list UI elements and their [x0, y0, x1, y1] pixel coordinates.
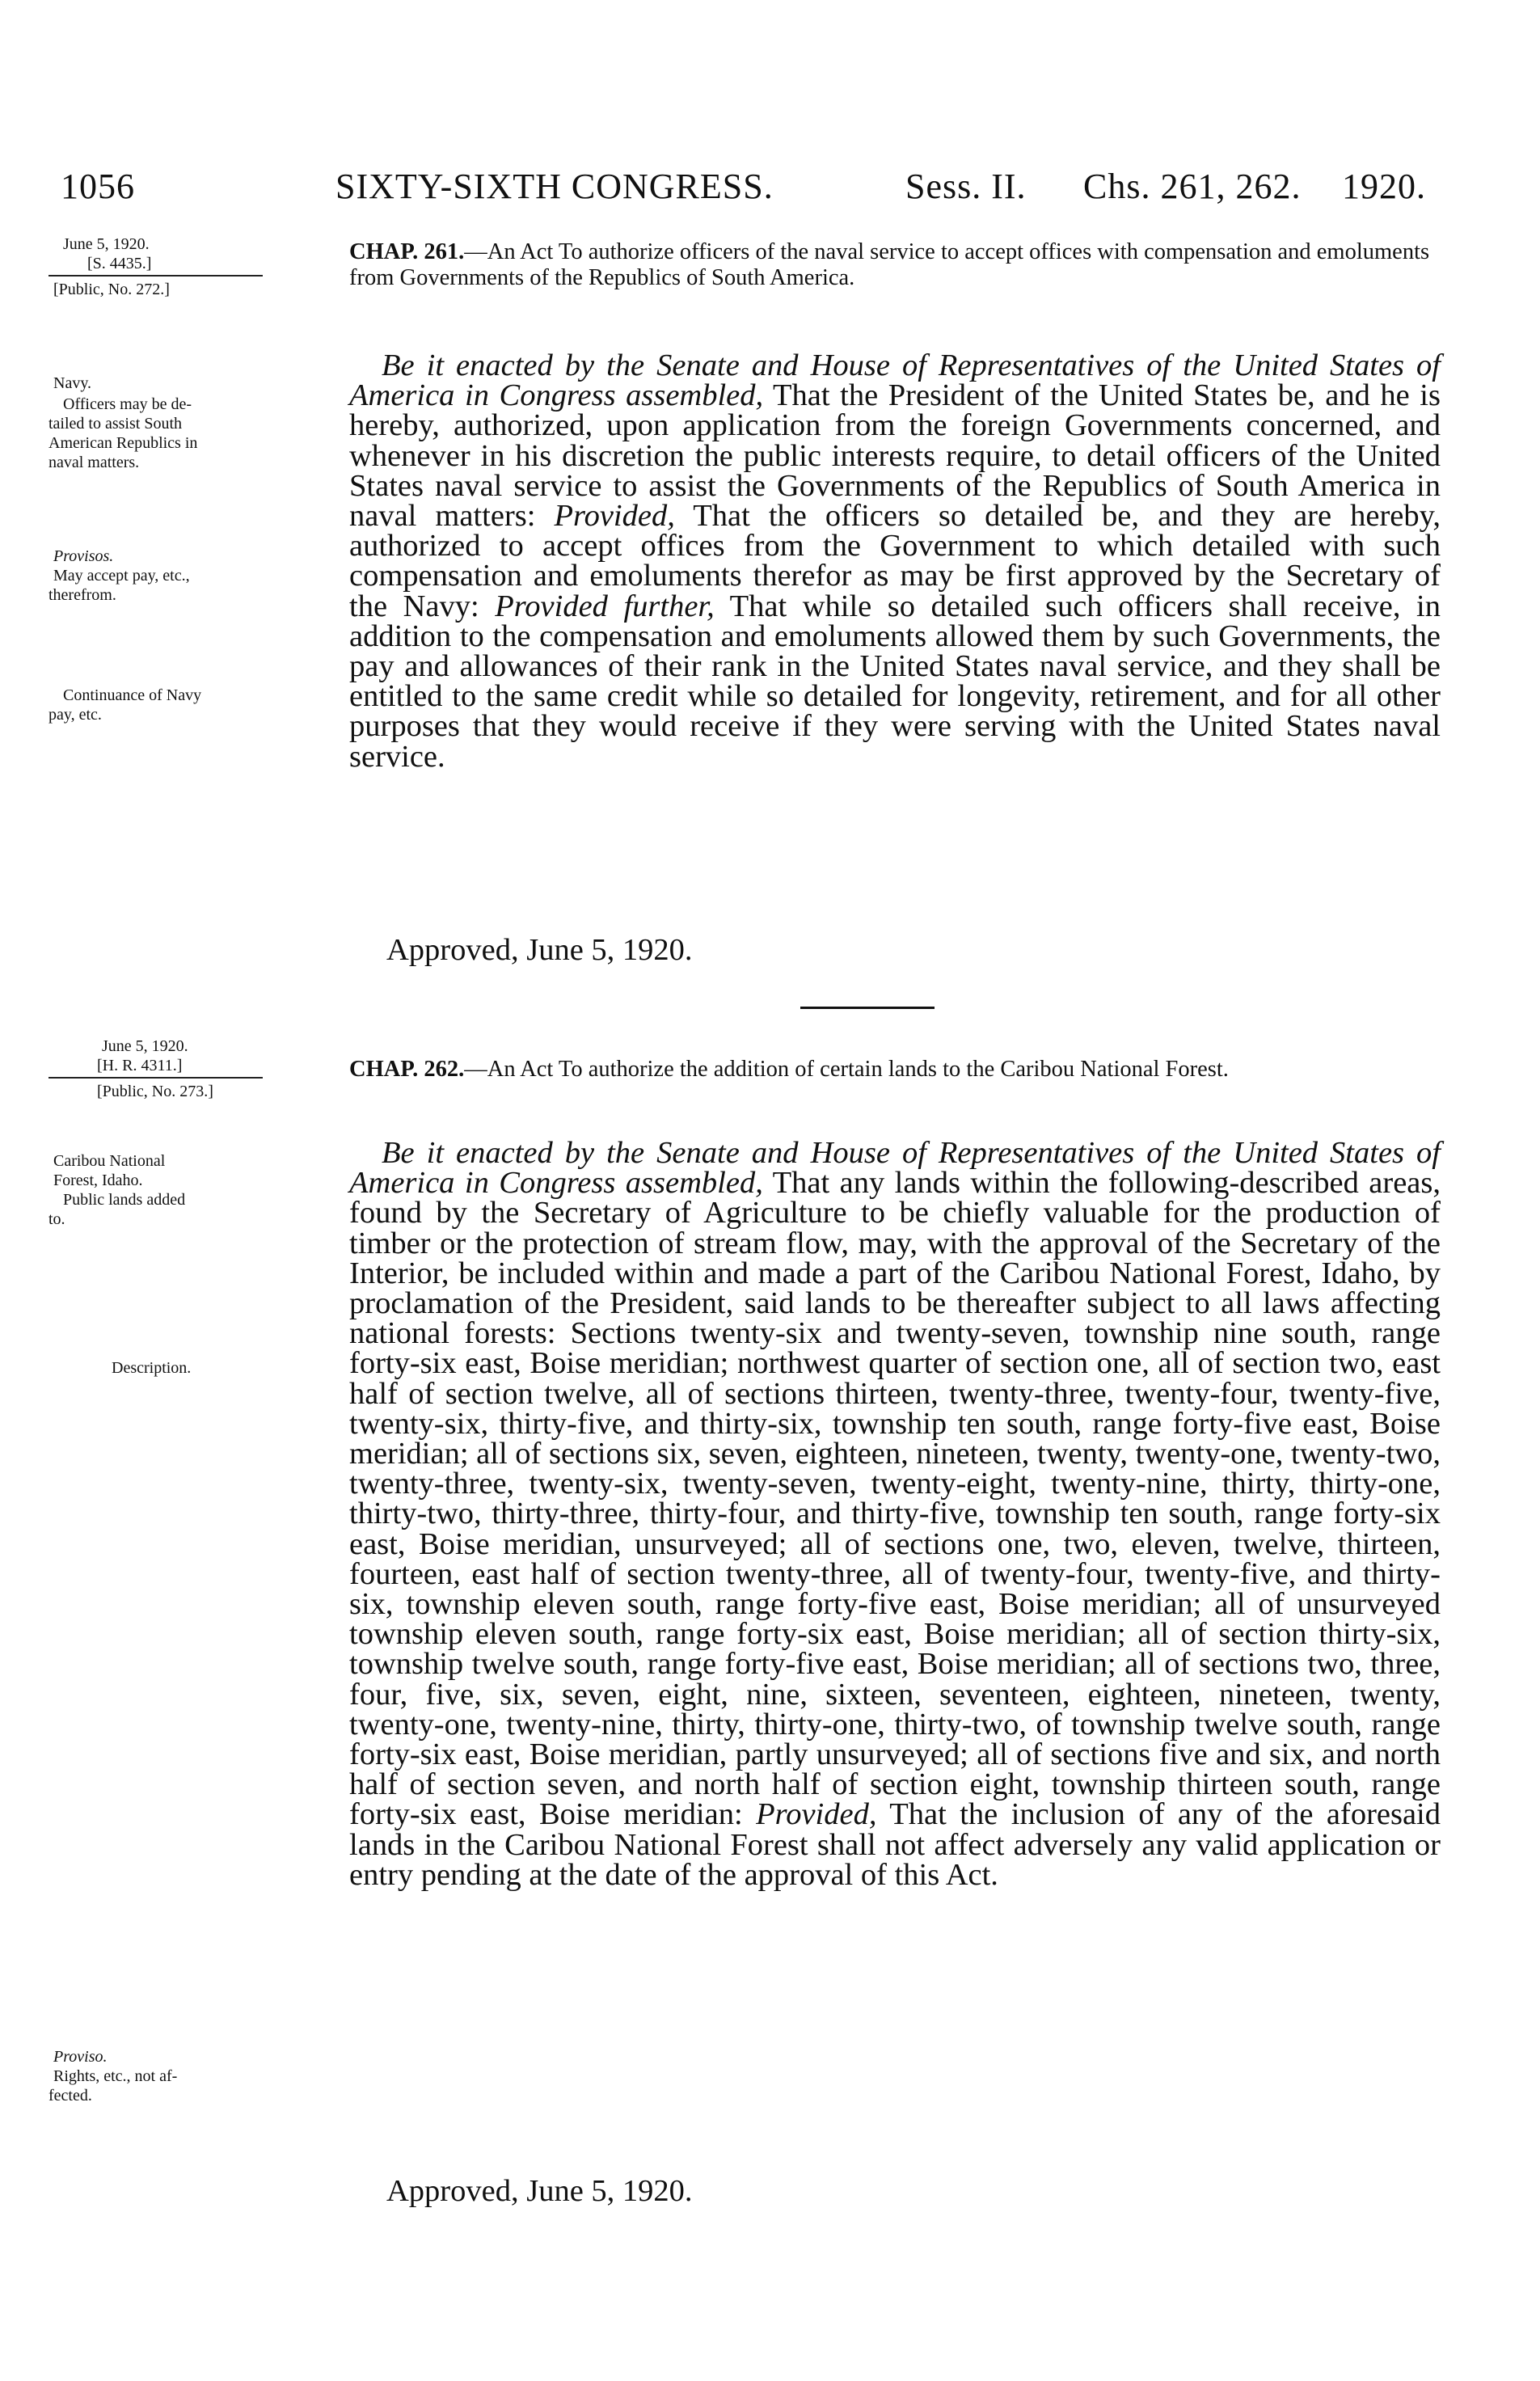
chap262-body [349, 1138, 1441, 1890]
margin-note-line: tailed to assist South [49, 415, 182, 433]
proviso-term: Provided, [756, 1797, 877, 1832]
margin-note-text: Description. [112, 1359, 192, 1377]
year-label: 1920. [1342, 167, 1426, 206]
chap262-date: June 5, 1920. [102, 1037, 188, 1055]
margin-note-line: American Republics in [49, 434, 198, 452]
body-text-segment: That the President of the United States be, and he is hereby, authorized, upon application from the foreign Governments concerned, and whenever in his discretion the public interests require, to detail officers of the United States naval service to assist the Governments of the Republics of South America in naval matters: [349, 378, 1441, 534]
chap261-bill-number: [S. 4435.] [87, 255, 152, 272]
body-text-segment: That any lands within the following-described areas, found by the Secretary of Agriculture to be chiefly valuable for the production of timber or the protection of stream flow, may, with the approval of the Secretary of the Interior, be included within and made a part of the Caribou National Forest, Idaho, by proclamation of the President, said lands to be thereafter subject to all laws affecting national forests: Sections twenty-six and twenty-seven, township nine south, range forty-six east, Boise meridian; northwest quarter of section one, all of section two, east half of section twelve, all of sections thirteen, twenty-three, twenty-four, twenty-five, twenty-six, thirty-five, and thirty-six, township ten south, range forty-five east, Boise meridian; all of sections six, seven, eighteen, nineteen, twenty, twenty-one, twenty-two, twenty-three, twenty-six, twenty-seven, twenty-eight, twenty-nine, thirty, thirty-one, thirty-two, thirty-three, thirty-four, and thirty-five, township ten south, range forty-six east, Boise meridian, unsurveyed; all of sections one, two, eleven, twelve, thirteen, fourteen, east half of section twenty-three, all of twenty-four, twenty-five, and thirty-six, township eleven south, range forty-five east, Boise meridian; all of unsurveyed township eleven south, range forty-six east, Boise meridian; all of section thirty-six, township twelve south, range forty-five east, Boise meridian; all of sections two, three, four, five, six, seven, eight, nine, sixteen, seventeen, eighteen, nineteen, twenty, twenty-one, twenty-nine, thirty, thirty-one, thirty-two, of township twelve south, range forty-six east, Boise meridian, partly unsurveyed; all of sections five and six, and north half of section seven, and north half of section eight, township thirteen south, range forty-six east, Boise meridian: [349, 1166, 1441, 1832]
chapters-label: Chs. 261, 262. [1083, 167, 1302, 206]
chap261-date: June 5, 1920. [63, 235, 150, 253]
margin-note-provisos [49, 547, 335, 605]
margin-note-proviso [49, 2047, 335, 2105]
margin-note-text: Navy. [53, 374, 92, 392]
chap261-paragraph [349, 348, 1441, 774]
proviso-term: Provided further, [495, 589, 715, 623]
margin-note-description [49, 1358, 335, 1378]
body-text-segment: That while so detailed such officers shall receive, in addition to the compensation and emoluments allowed them by such Governments, the pay and allowances of their rank in the United States naval service, and they shall be entitled to the same credit while so detailed for longevity, retirement, and for all other purposes that they would receive if they were serving with the United States naval service. [349, 589, 1441, 774]
enacting-clause: Be it enacted by the Senate and House of Representatives of the United States of America in Congress assembled, [349, 348, 1441, 413]
margin-note-line: naval matters. [49, 454, 140, 471]
margin-note-line: therefrom. [49, 586, 116, 604]
chap261-public-number: [Public, No. 272.] [53, 281, 170, 298]
congress-title: SIXTY-SIXTH CONGRESS. [335, 167, 774, 206]
margin-note-line: May accept pay, etc., [53, 567, 190, 585]
chap261-heading [349, 239, 1441, 291]
chap261-title: —An Act To authorize officers of the naval service to accept offices with compensation and emoluments from Governments of the Republics of South America. [349, 239, 1430, 290]
proviso-term: Provided, [554, 499, 675, 534]
chap262-bill-number: [H. R. 4311.] [97, 1057, 183, 1074]
chap262-title: —An Act To authorize the addition of certain lands to the Caribou National Forest. [464, 1057, 1229, 1082]
chap261-body [349, 348, 1441, 774]
body-text-segment: That the officers so detailed be, and they are hereby, authorized to accept offices from the Government to which detailed with such compensation and emoluments therefor as may be first approved by the Secretary of the Navy: [349, 499, 1441, 623]
margin-note-heading: Provisos. [53, 547, 114, 565]
chap261-margin-header [49, 234, 335, 299]
running-head [61, 166, 1435, 214]
chap262-public-number: [Public, No. 273.] [97, 1083, 213, 1100]
margin-rule [49, 275, 263, 277]
margin-note-line: Caribou National [53, 1152, 166, 1170]
margin-note-line: to. [49, 1210, 65, 1228]
chap262-approved: Approved, June 5, 1920. [386, 2174, 693, 2208]
chap261-approved: Approved, June 5, 1920. [386, 933, 693, 967]
session-label: Sess. II. [905, 167, 1027, 206]
margin-note-line: Forest, Idaho. [53, 1172, 143, 1189]
body-text-segment: That the inclusion of any of the aforesaid lands in the Caribou National Forest shall not affect adversely any valid application or entry pending at the date of the approval of this Act. [349, 1797, 1441, 1892]
margin-note-continuance [49, 686, 335, 724]
margin-note-heading: Proviso. [53, 2048, 108, 2066]
margin-note-line: pay, etc. [49, 706, 102, 724]
margin-note-line: fected. [49, 2087, 92, 2104]
chapter-separator-rule [800, 1007, 935, 1009]
margin-note-line: Continuance of Navy [63, 686, 202, 704]
margin-note-caribou [49, 1151, 335, 1229]
margin-note-officers [49, 395, 335, 472]
chap262-number: CHAP. 262. [349, 1057, 465, 1082]
page-number: 1056 [61, 167, 135, 206]
chap261-number: CHAP. 261. [349, 239, 465, 264]
margin-note-line: Rights, etc., not af- [53, 2067, 178, 2085]
margin-note-line: Public lands added [63, 1191, 186, 1209]
chap262-paragraph [349, 1138, 1441, 1890]
margin-note-navy [49, 374, 335, 393]
chap262-heading [349, 1057, 1441, 1083]
margin-note-line: Officers may be de- [63, 395, 192, 413]
chap262-margin-header [49, 1036, 335, 1101]
margin-rule [49, 1077, 263, 1079]
enacting-clause: Be it enacted by the Senate and House of Representatives of the United States of America in Congress assembled, [349, 1136, 1441, 1201]
